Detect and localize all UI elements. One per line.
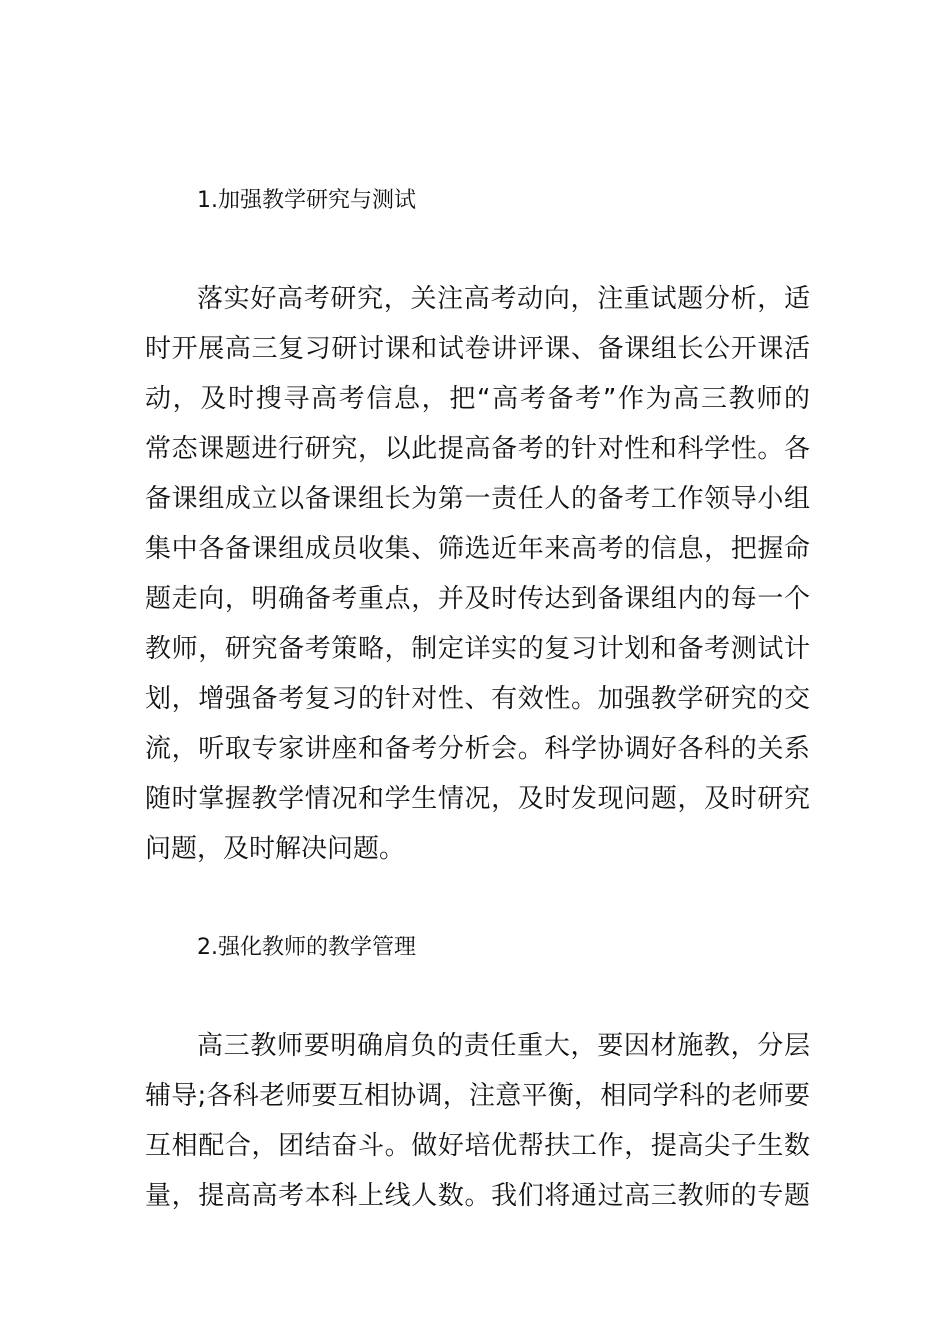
section-heading-2: 2.强化教师的教学管理 — [197, 935, 416, 960]
paragraph-line: 问题，及时解决问题。 — [145, 834, 406, 864]
section-heading-1: 1.加强教学研究与测试 — [197, 188, 416, 213]
paragraph-line: 高三教师要明确肩负的责任重大，要因材施教，分层 — [197, 1031, 810, 1061]
paragraph-line: 辅导;各科老师要互相协调，注意平衡，相同学科的老师要 — [145, 1081, 810, 1111]
paragraph-line: 量，提高高考本科上线人数。我们将通过高三教师的专题 — [145, 1181, 810, 1211]
paragraph-line: 动，及时搜寻高考信息，把“高考备考”作为高三教师的 — [145, 384, 810, 414]
paragraph-line: 互相配合，团结奋斗。做好培优帮扶工作，提高尖子生数 — [145, 1131, 810, 1161]
paragraph-line: 题走向，明确备考重点，并及时传达到备课组内的每一个 — [145, 584, 810, 614]
paragraph-line: 备课组成立以备课组长为第一责任人的备考工作领导小组 — [145, 484, 810, 514]
paragraph-line: 流，听取专家讲座和备考分析会。科学协调好各科的关系 — [145, 734, 810, 764]
paragraph-line: 随时掌握教学情况和学生情况，及时发现问题，及时研究 — [145, 784, 810, 814]
paragraph-line: 教师，研究备考策略，制定详实的复习计划和备考测试计 — [145, 634, 810, 664]
paragraph-line: 集中各备课组成员收集、筛选近年来高考的信息，把握命 — [145, 534, 810, 564]
paragraph-line: 时开展高三复习研讨课和试卷讲评课、备课组长公开课活 — [145, 334, 810, 364]
paragraph-line: 常态课题进行研究，以此提高备考的针对性和科学性。各 — [145, 434, 810, 464]
paragraph-line: 落实好高考研究，关注高考动向，注重试题分析，适 — [197, 284, 810, 314]
paragraph-line: 划，增强备考复习的针对性、有效性。加强教学研究的交 — [145, 684, 810, 714]
